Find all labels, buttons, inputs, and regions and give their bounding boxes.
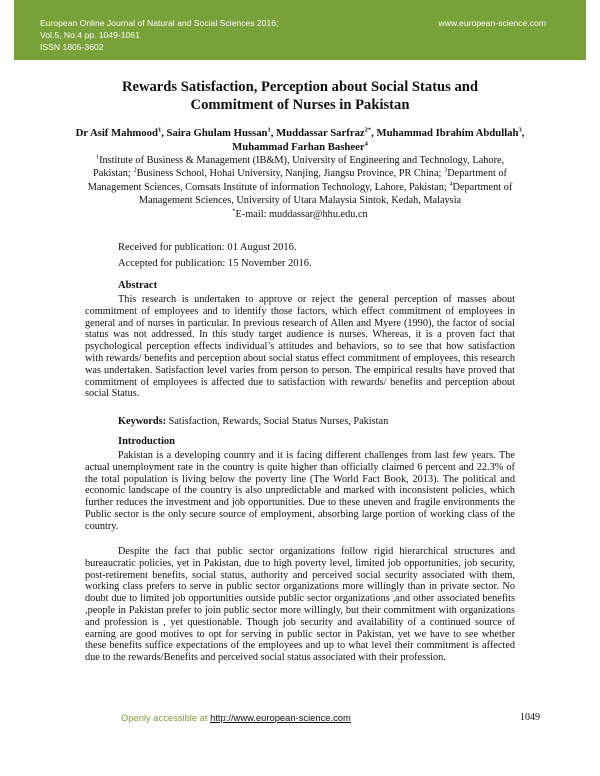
author-separator: ,: [161, 127, 167, 139]
author-list: [70, 127, 530, 154]
author-separator: ,: [521, 127, 525, 139]
affiliation-number: 3: [443, 166, 448, 174]
paper-title: [60, 78, 540, 114]
keywords: [118, 416, 388, 427]
introduction-paragraph-2: Despite the fact that public sector organizations follow rigid hierarchical structures and bureaucratic policies, yet in Pakistan, due to high poverty level, limited job opportunities, job security, post-retirement benefits, social status, authority and perceived social security associated with them, working class prefers to serve in public sector organizations more willingly than in private sector. No doubt due to limited job opportunities outside public sector organizations ,and other associated benefits ,people in Pakistan prefer to join public sector more willingly, but their commitment with organizations and profession is , yet questionable. Though job security and availability of a continued source of earning are good motives to opt for serving in public sector in Pakistan, yet we have to see whether these benefits suffice expectations of the employees and up to what level their commitment is affected due to the rewards/Benefits and perceived social status associated with their profession.: [85, 546, 515, 664]
volume-info: Vol.5, No.4 pp. 1049-1061: [40, 30, 140, 40]
received-date: Received for publication: 01 August 2016.: [118, 242, 297, 253]
author-name: Dr Asif Mahmood: [75, 127, 158, 139]
journal-name: European Online Journal of Natural and Social Sciences 2016;: [40, 18, 279, 28]
affiliation-text: Business School, Hohai University, Nanjing, Jiangsu Province, PR China;: [136, 168, 444, 180]
abstract-text: This research is undertaken to approve or reject the general perception of masses about commitment of employees and to identify those factors, which effect commitment of employees in general and of nurses in particular. In previous research of Allen and Myere (1990), the factor of social status was not addressed. In this study target audience is nurses. Whereas, it is a proven fact that psychological perception effects individual’s attitudes and behaviors, so to see that how satisfaction with rewards/ benefits and perception about social status effect commitment of employees, this research was undertaken. Satisfaction level varies from person to person. The empirical results have proved that commitment of employees is affected due to satisfaction with rewards/ benefits and perception about social Status.: [85, 294, 515, 400]
author-affiliation-mark: 1: [267, 126, 271, 134]
corresponding-email[interactable]: E-mail: muddassar@hhu.edu.cn: [235, 208, 368, 220]
title-line-2: Commitment of Nurses in Pakistan: [190, 97, 410, 113]
open-access-prefix: Openly accessible at: [121, 712, 211, 723]
author-separator: ,: [270, 127, 277, 139]
page-number: 1049: [520, 712, 540, 723]
publication-dates: [118, 240, 312, 272]
affiliation-number: 4: [449, 180, 453, 188]
abstract-heading: Abstract: [118, 280, 158, 291]
author-affiliation-mark: 1: [157, 126, 162, 134]
affiliations: [78, 154, 522, 221]
author-name: Muhammad Farhan Basheer: [232, 140, 365, 153]
author-name: Saira Ghulam Hussan: [166, 127, 268, 139]
author-affiliation-mark: 4: [364, 140, 368, 148]
introduction-heading: Introduction: [118, 436, 175, 447]
accepted-date: Accepted for publication: 15 November 2016.: [118, 258, 312, 269]
affiliation-text: Department of Management Sciences, University of Utara Malaysia Sintok, Kedah, Malaysia: [138, 181, 513, 207]
introduction-paragraph-1: Pakistan is a developing country and it is facing different challenges from last few years. The actual unemployment rate in the country is quite higher than officially claimed 6 percent and 22.3% of the total population is living below the poverty line (The World Fact Book, 2013). The political and economic landscape of the country is also unpredictable and marked with inconsistent policies, which further reduces the investment and job opportunities. Due to these uneven and fragile environments the Public sector is the only secure source of employment, absorbing large portion of working class of the country.: [85, 450, 515, 532]
affiliation-number: 1: [95, 153, 100, 161]
keywords-label: Keywords:: [118, 416, 167, 427]
page-footer: [0, 712, 600, 724]
affiliation-number: 2: [133, 166, 137, 174]
affiliation-text: Department of Management Sciences, Comsats Institute of information Technology, Lahore, Pakistan;: [87, 168, 507, 193]
author-name: Muhammad Ibrahim Abdullah: [376, 127, 519, 139]
email-mark: *: [232, 207, 236, 215]
issn: ISSN 1805-3602: [40, 42, 104, 52]
journal-header-banner: [14, 0, 586, 60]
author-separator: ,: [371, 127, 377, 139]
open-access-note: [121, 712, 351, 723]
affiliation-text: Institute of Business & Management (IB&M), University of Engineering and Technology, Lahore, Pakistan;: [93, 155, 505, 180]
keywords-text: Satisfaction, Rewards, Social Status Nurses, Pakistan: [166, 416, 389, 427]
title-line-1: Rewards Satisfaction, Perception about Social Status and: [121, 79, 479, 95]
author-affiliation-mark: 3: [518, 126, 522, 134]
journal-website[interactable]: www.european-science.com: [438, 18, 546, 28]
author-name: Muddassar Sarfraz: [276, 127, 365, 139]
footer-link[interactable]: http://www.european-science.com: [210, 712, 351, 723]
author-affiliation-mark: 2*: [364, 126, 372, 134]
